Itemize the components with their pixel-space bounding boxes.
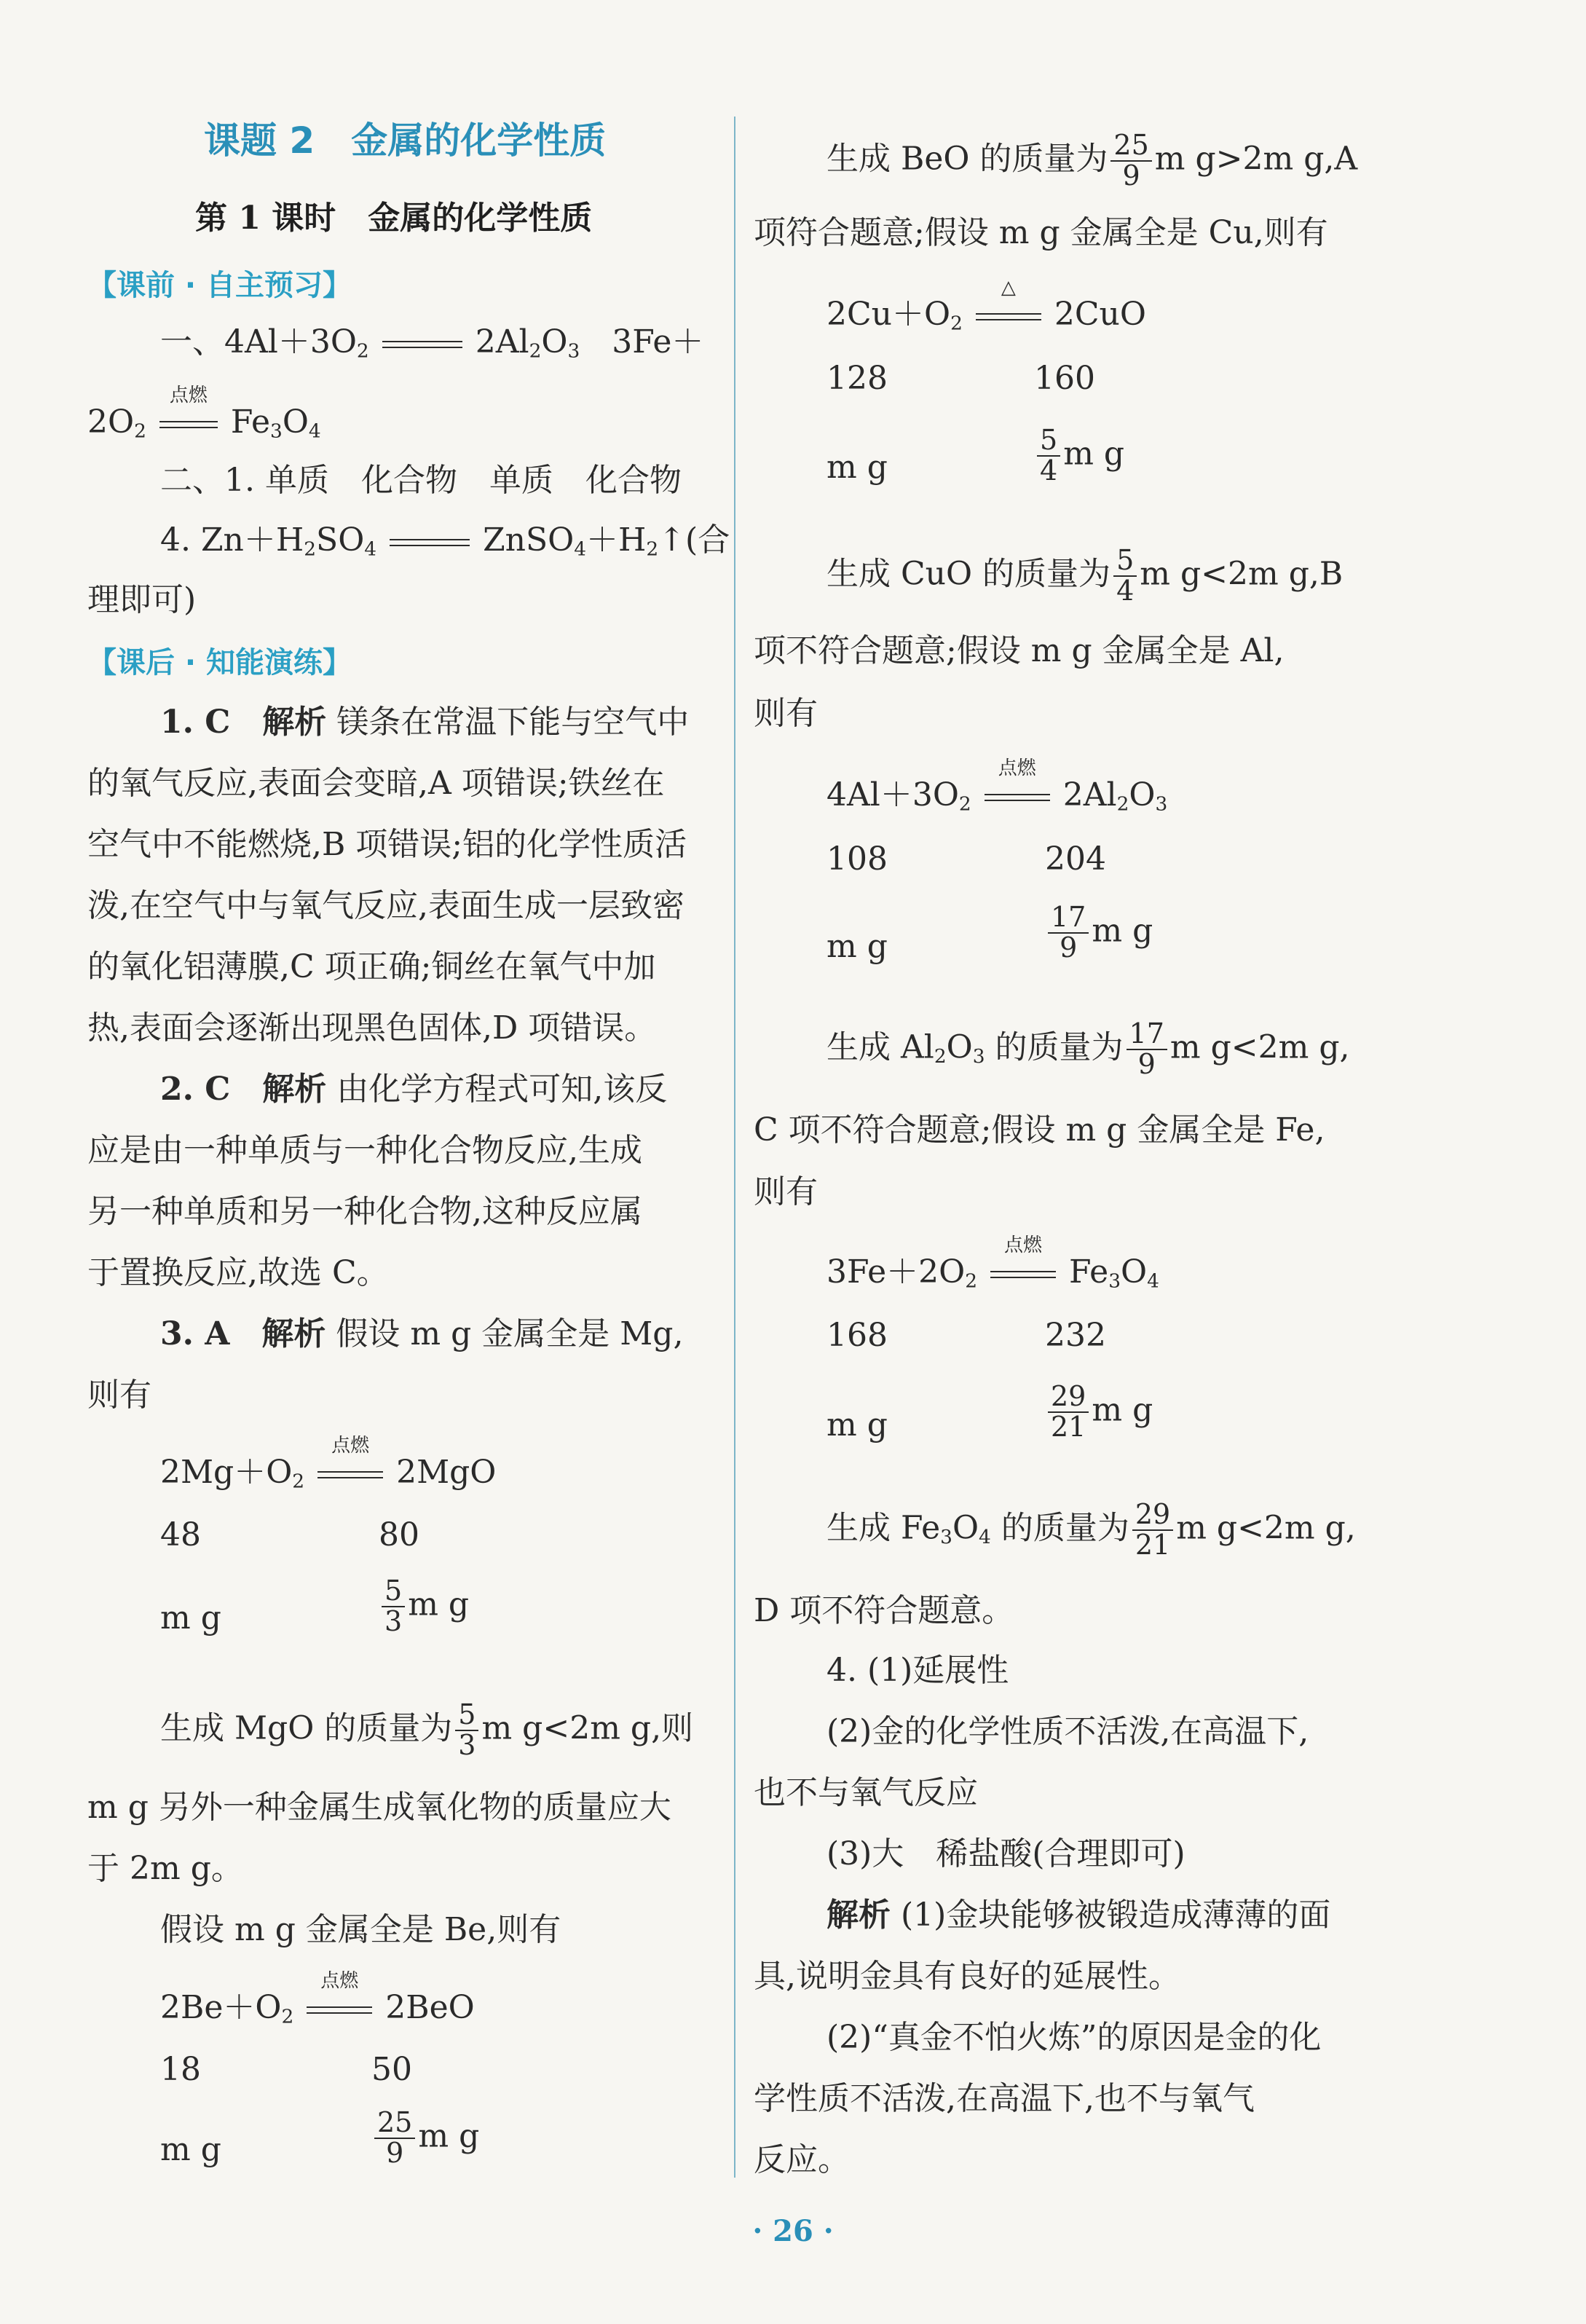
al-result-text: C 项不符合题意;假设 m g 金属全是 Fe,: [754, 1111, 1325, 1149]
q4-analysis: 解析 (1)金块能够被锻造成薄薄的面: [826, 1896, 1331, 1934]
q4-part2-cont: 也不与氧气反应: [754, 1774, 978, 1811]
fe-result-text: D 项不符合题意。: [754, 1592, 1014, 1629]
be-molar-1: 18: [160, 2051, 201, 2088]
be-result-line: 生成 BeO 的质量为 $\frac{25}{9}$ m g>2m g,A: [826, 129, 1358, 192]
answer-4-line: 4. $Zn+H_2SO_4$ $ZnSO_4+H_2↑$(合: [160, 521, 730, 561]
be-fraction-mass: $\frac{25}{9}$ m g: [371, 2108, 479, 2168]
mg-result-text: 于 2m g。: [87, 1850, 243, 1887]
mg-molar-1: 48: [160, 1516, 201, 1553]
answer-4-cont: 理即可): [87, 581, 197, 618]
q1-text: 泼,在空气中与氧气反应,表面生成一层致密: [87, 887, 684, 924]
q2-text: 另一种单质和另一种化合物,这种反应属: [87, 1193, 642, 1230]
al-fraction-mass: $\frac{17}{9}$ m g: [1045, 903, 1153, 963]
be-mass: m g: [160, 2131, 221, 2168]
lesson-subtitle: 第 1 课时 金属的化学性质: [195, 200, 593, 237]
q4-part3: (3)大 稀盐酸(合理即可): [826, 1835, 1185, 1872]
be-molar-2: 50: [371, 2051, 412, 2088]
al-result-text: 则有: [754, 1173, 818, 1210]
cu-result-text: 项不符合题意;假设 m g 金属全是 Al,: [754, 632, 1285, 669]
fe-mass: m g: [826, 1406, 888, 1443]
answer-2-line: 二、1. 单质 化合物 单质 化合物: [160, 462, 682, 499]
reaction-arrow: △: [976, 306, 1041, 328]
q2-text: 于置换反应,故选 C。: [87, 1254, 389, 1291]
q4-analysis-text: (2)“真金不怕火炼”的原因是金的化: [826, 2019, 1322, 2056]
q2-text: 应是由一种单质与一种化合物反应,生成: [87, 1132, 642, 1169]
q4-analysis-text: 反应。: [754, 2141, 850, 2178]
fe-equation: $3Fe+2O_2$ 点燃 $Fe_3O_4$: [826, 1234, 1159, 1293]
lesson-title: 课题 2 金属的化学性质: [204, 119, 607, 162]
equals-sign: [390, 532, 470, 554]
q3-text: 则有: [87, 1376, 151, 1414]
fe-molar-2: 232: [1045, 1317, 1106, 1354]
q2-line: 2. C 解析 由化学方程式可知,该反: [160, 1071, 668, 1108]
q3-line: 3. A 解析 假设 m g 金属全是 Mg,: [160, 1315, 684, 1352]
be-equation: $2Be+O_2$ 点燃 2BeO: [160, 1969, 475, 2028]
cu-molar-2: 160: [1034, 360, 1095, 397]
mg-molar-2: 80: [379, 1516, 419, 1553]
reaction-arrow: 点燃: [159, 414, 218, 436]
section-practice-heading: 【课后 · 知能演练】: [87, 646, 352, 680]
fe-result-line: 生成 $Fe_3O_4$ 的质量为 $\frac{29}{21}$ m g<2m g,: [826, 1498, 1356, 1561]
column-divider: [734, 117, 735, 2178]
al-equation: $4Al+3O_2$ 点燃 $2Al_2O_3$: [826, 757, 1168, 816]
q4-line: 4. (1)延展性: [826, 1652, 1009, 1689]
mg-mass: m g: [160, 1599, 221, 1636]
reaction-arrow: 点燃: [307, 1999, 372, 2021]
cu-mass: m g: [826, 449, 888, 486]
mg-result-line: 生成 MgO 的质量为 $\frac{5}{3}$ m g<2m g,则: [160, 1698, 694, 1761]
q1-text: 的氧气反应,表面会变暗,A 项错误;铁丝在: [87, 765, 665, 802]
cu-result-text: 则有: [754, 695, 818, 732]
q4-part2: (2)金的化学性质不活泼,在高温下,: [826, 1713, 1309, 1750]
section-preview-heading: 【课前 · 自主预习】: [87, 269, 352, 302]
q4-analysis-text: 具,说明金具有良好的延展性。: [754, 1958, 1180, 1995]
mg-result-text: m g 另外一种金属生成氧化物的质量应大: [87, 1789, 671, 1826]
q4-analysis-text: 学性质不活泼,在高温下,也不与氧气: [754, 2080, 1255, 2117]
cu-result-line: 生成 CuO 的质量为 $\frac{5}{4}$ m g<2m g,B: [826, 544, 1344, 607]
cu-equation: $2Cu+O_2$ △ 2CuO: [826, 276, 1146, 335]
cu-fraction-mass: $\frac{5}{4}$ m g: [1034, 426, 1124, 486]
equals-sign: [382, 334, 462, 355]
q1-text: 热,表面会逐渐出现黑色固体,D 项错误。: [87, 1009, 657, 1047]
al-mass: m g: [826, 928, 888, 965]
reaction-arrow: 点燃: [985, 787, 1050, 808]
q1-text: 的氧化铝薄膜,C 项正确;铜丝在氧气中加: [87, 948, 656, 985]
q1-text: 空气中不能燃烧,B 项错误;铝的化学性质活: [87, 826, 687, 863]
cu-molar-1: 128: [826, 360, 888, 397]
page-number: · 26 ·: [752, 2214, 834, 2248]
be-intro: 假设 m g 金属全是 Be,则有: [160, 1911, 561, 1948]
mg-fraction-mass: $\frac{5}{3}$ m g: [379, 1577, 469, 1636]
reaction-arrow: 点燃: [317, 1464, 383, 1486]
al-molar-2: 204: [1045, 840, 1106, 878]
al-molar-1: 108: [826, 840, 888, 878]
answer-1-line-2: $2O_2$ 点燃 $Fe_3O_4$: [87, 384, 321, 443]
reaction-arrow: 点燃: [990, 1264, 1056, 1285]
al-result-line: 生成 $Al_2O_3$ 的质量为 $\frac{17}{9}$ m g<2m g,: [826, 1017, 1350, 1080]
answer-1-line-1: 一、$4Al+3O_2$ $2Al_2O_3$ 3Fe＋: [160, 323, 704, 363]
mg-equation: $2Mg+O_2$ 点燃 2MgO: [160, 1434, 497, 1493]
fe-molar-1: 168: [826, 1317, 888, 1354]
be-result-text: 项符合题意;假设 m g 金属全是 Cu,则有: [754, 214, 1328, 251]
q1-line: 1. C 解析 镁条在常温下能与空气中: [160, 704, 690, 741]
fe-fraction-mass: $\frac{29}{21}$ m g: [1045, 1382, 1153, 1442]
